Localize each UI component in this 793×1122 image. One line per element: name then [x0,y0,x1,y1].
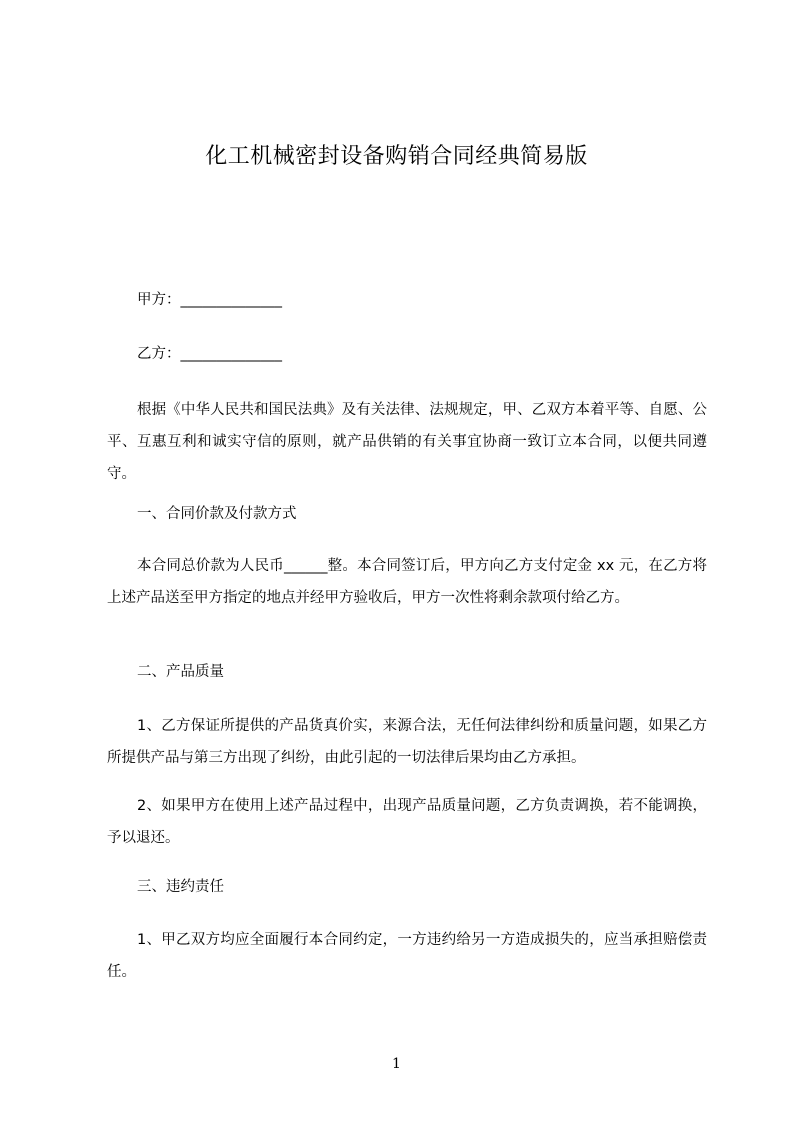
party-b-line: 乙方：______________ [137,346,282,362]
page-number: 1 [392,1056,401,1072]
preamble-paragraph: 根据《中华人民共和国民法典》及有关法律、法规规定，甲、乙双方本着平等、自愿、公平、互惠互利和诚实守信的原则，就产品供销的有关事宜协商一致订立本合同，以便共同遵守。 [107,402,707,482]
document-title: 化工机械密封设备购销合同经典简易版 [205,144,588,169]
section1-heading: 一、合同价款及付款方式 [137,506,297,522]
section2-item1-paragraph: 1、乙方保证所提供的产品货真价实，来源合法，无任何法律纠纷和质量问题，如果乙方所提供产品与第三方出现了纠纷，由此引起的一切法律后果均由乙方承担。 [107,718,707,766]
party-a-line: 甲方：______________ [137,292,282,308]
section3-heading: 三、违约责任 [137,879,224,895]
section2-heading: 二、产品质量 [137,664,224,680]
section3-item1-paragraph: 1、甲乙双方均应全面履行本合同约定，一方违约给另一方造成损失的，应当承担赔偿责任。 [107,932,707,980]
section1-paragraph: 本合同总价款为人民币______整。本合同签订后，甲方向乙方支付定金 xx 元，在乙方将上述产品送至甲方指定的地点并经甲方验收后，甲方一次性将剩余款项付给乙方。 [107,558,707,606]
section2-item2-paragraph: 2、如果甲方在使用上述产品过程中，出现产品质量问题，乙方负责调换，若不能调换，予以退还。 [107,798,707,846]
